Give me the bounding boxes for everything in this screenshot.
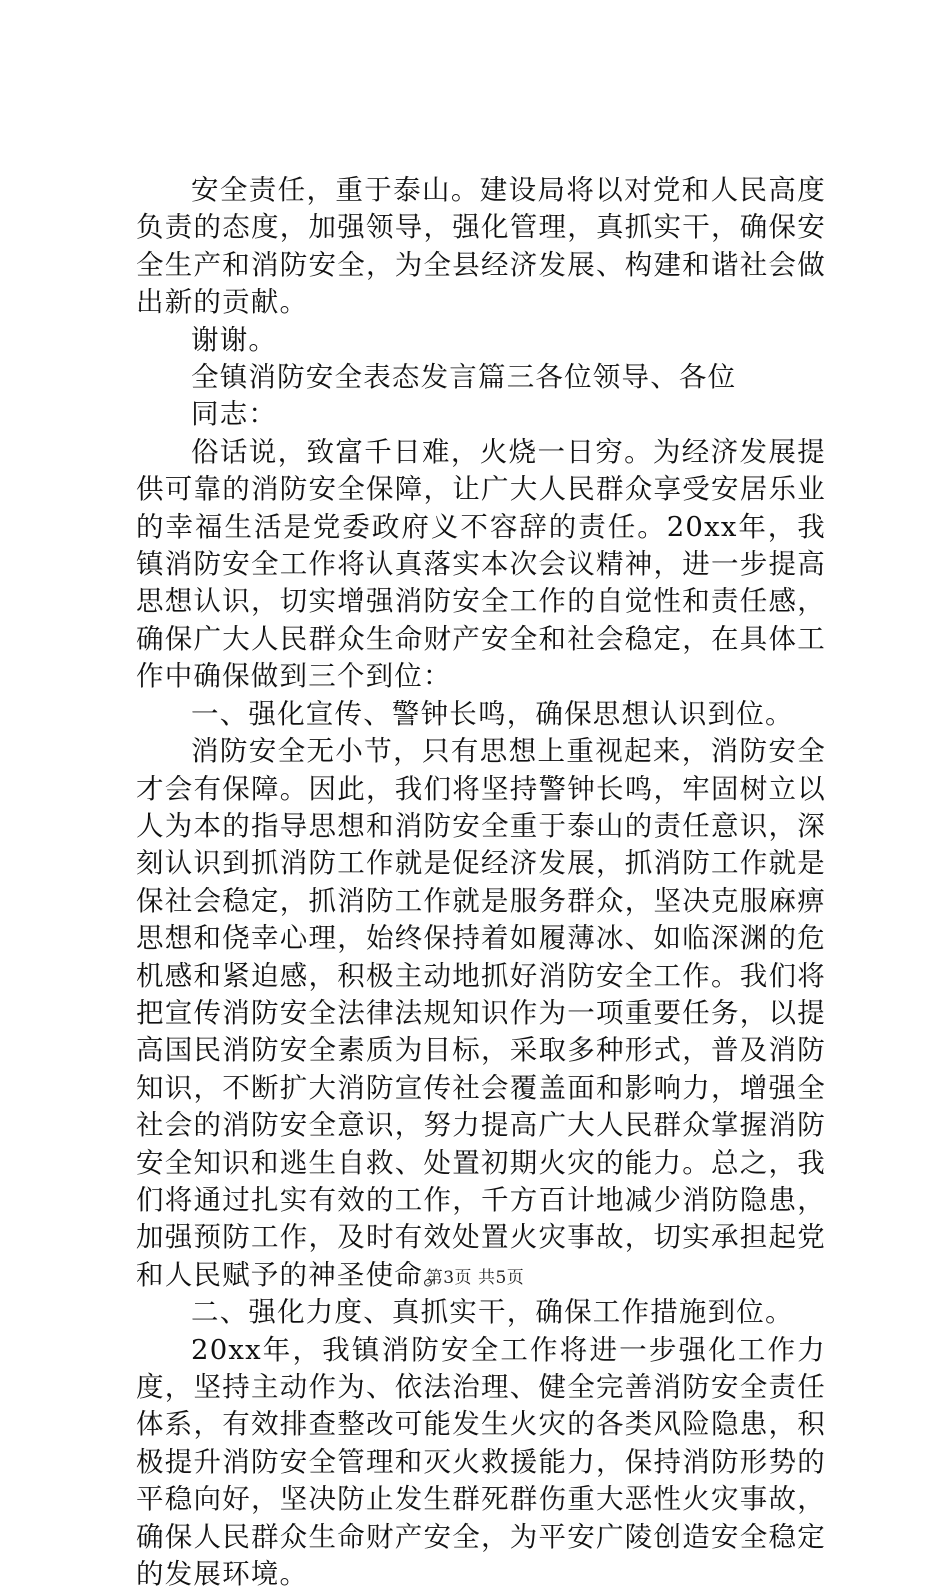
heading-point-two: 二、强化力度、真抓实干，确保工作措施到位。	[191, 1296, 794, 1329]
paragraph-section-title: 全镇消防安全表态发言篇三各位领导、各位	[191, 361, 737, 394]
paragraph-closing-statement: 安全责任，重于泰山。建设局将以对党和人民高度负责的态度，加强领导，强化管理，真抓实干，确保安全生产和消防安全，为全县经济发展、构建和谐社会做出新的贡献。	[136, 174, 826, 319]
paragraph-introduction: 俗话说，致富千日难，火烧一日穷。为经济发展提供可靠的消防安全保障，让广大人民群众享受安居乐业的幸福生活是党委政府义不容辞的责任。20xx年，我镇消防安全工作将认真落实本次会议精神，进一步提高思想认识，切实增强消防安全工作的自觉性和责任感，确保广大人民群众生命财产安全和社会稳定，在具体工作中确保做到三个到位：	[136, 435, 826, 693]
paragraph-thanks: 谢谢。	[191, 323, 278, 356]
paragraph-salutation: 同志：	[191, 398, 278, 431]
paragraph-point-one-body: 消防安全无小节，只有思想上重视起来，消防安全才会有保障。因此，我们将坚持警钟长鸣，牢固树立以人为本的指导思想和消防安全重于泰山的责任意识，深刻认识到抓消防工作就是促经济发展，抓消防工作就是保社会稳定，抓消防工作就是服务群众，坚决克服麻痹思想和侥幸心理，始终保持着如履薄冰、如临深渊的危机感和紧迫感，积极主动地抓好消防安全工作。我们将把宣传消防安全法律法规知识作为一项重要任务，以提高国民消防安全素质为目标，采取多种形式，普及消防知识，不断扩大消防宣传社会覆盖面和影响力，增强全社会的消防安全意识，努力提高广大人民群众掌握消防安全知识和逃生自救、处置初期火灾的能力。总之，我们将通过扎实有效的工作，千方百计地减少消防隐患，加强预防工作，及时有效处置火灾事故，切实承担起党和人民赋予的神圣使命。	[136, 735, 826, 1291]
paragraph-point-two-body: 20xx年，我镇消防安全工作将进一步强化工作力度，坚持主动作为、依法治理、健全完善消防安全责任体系，有效排查整改可能发生火灾的各类风险隐患，积极提升消防安全管理和灭火救援能力，保持消防形势的平稳向好，坚决防止发生群死群伤重大恶性火灾事故，确保人民群众生命财产安全，为平安广陵创造安全稳定的发展环境。	[136, 1333, 826, 1591]
document-body	[136, 172, 826, 1593]
page-number-footer: 第3页 共5页	[425, 1268, 525, 1288]
heading-point-one: 一、强化宣传、警钟长鸣，确保思想认识到位。	[191, 697, 794, 730]
